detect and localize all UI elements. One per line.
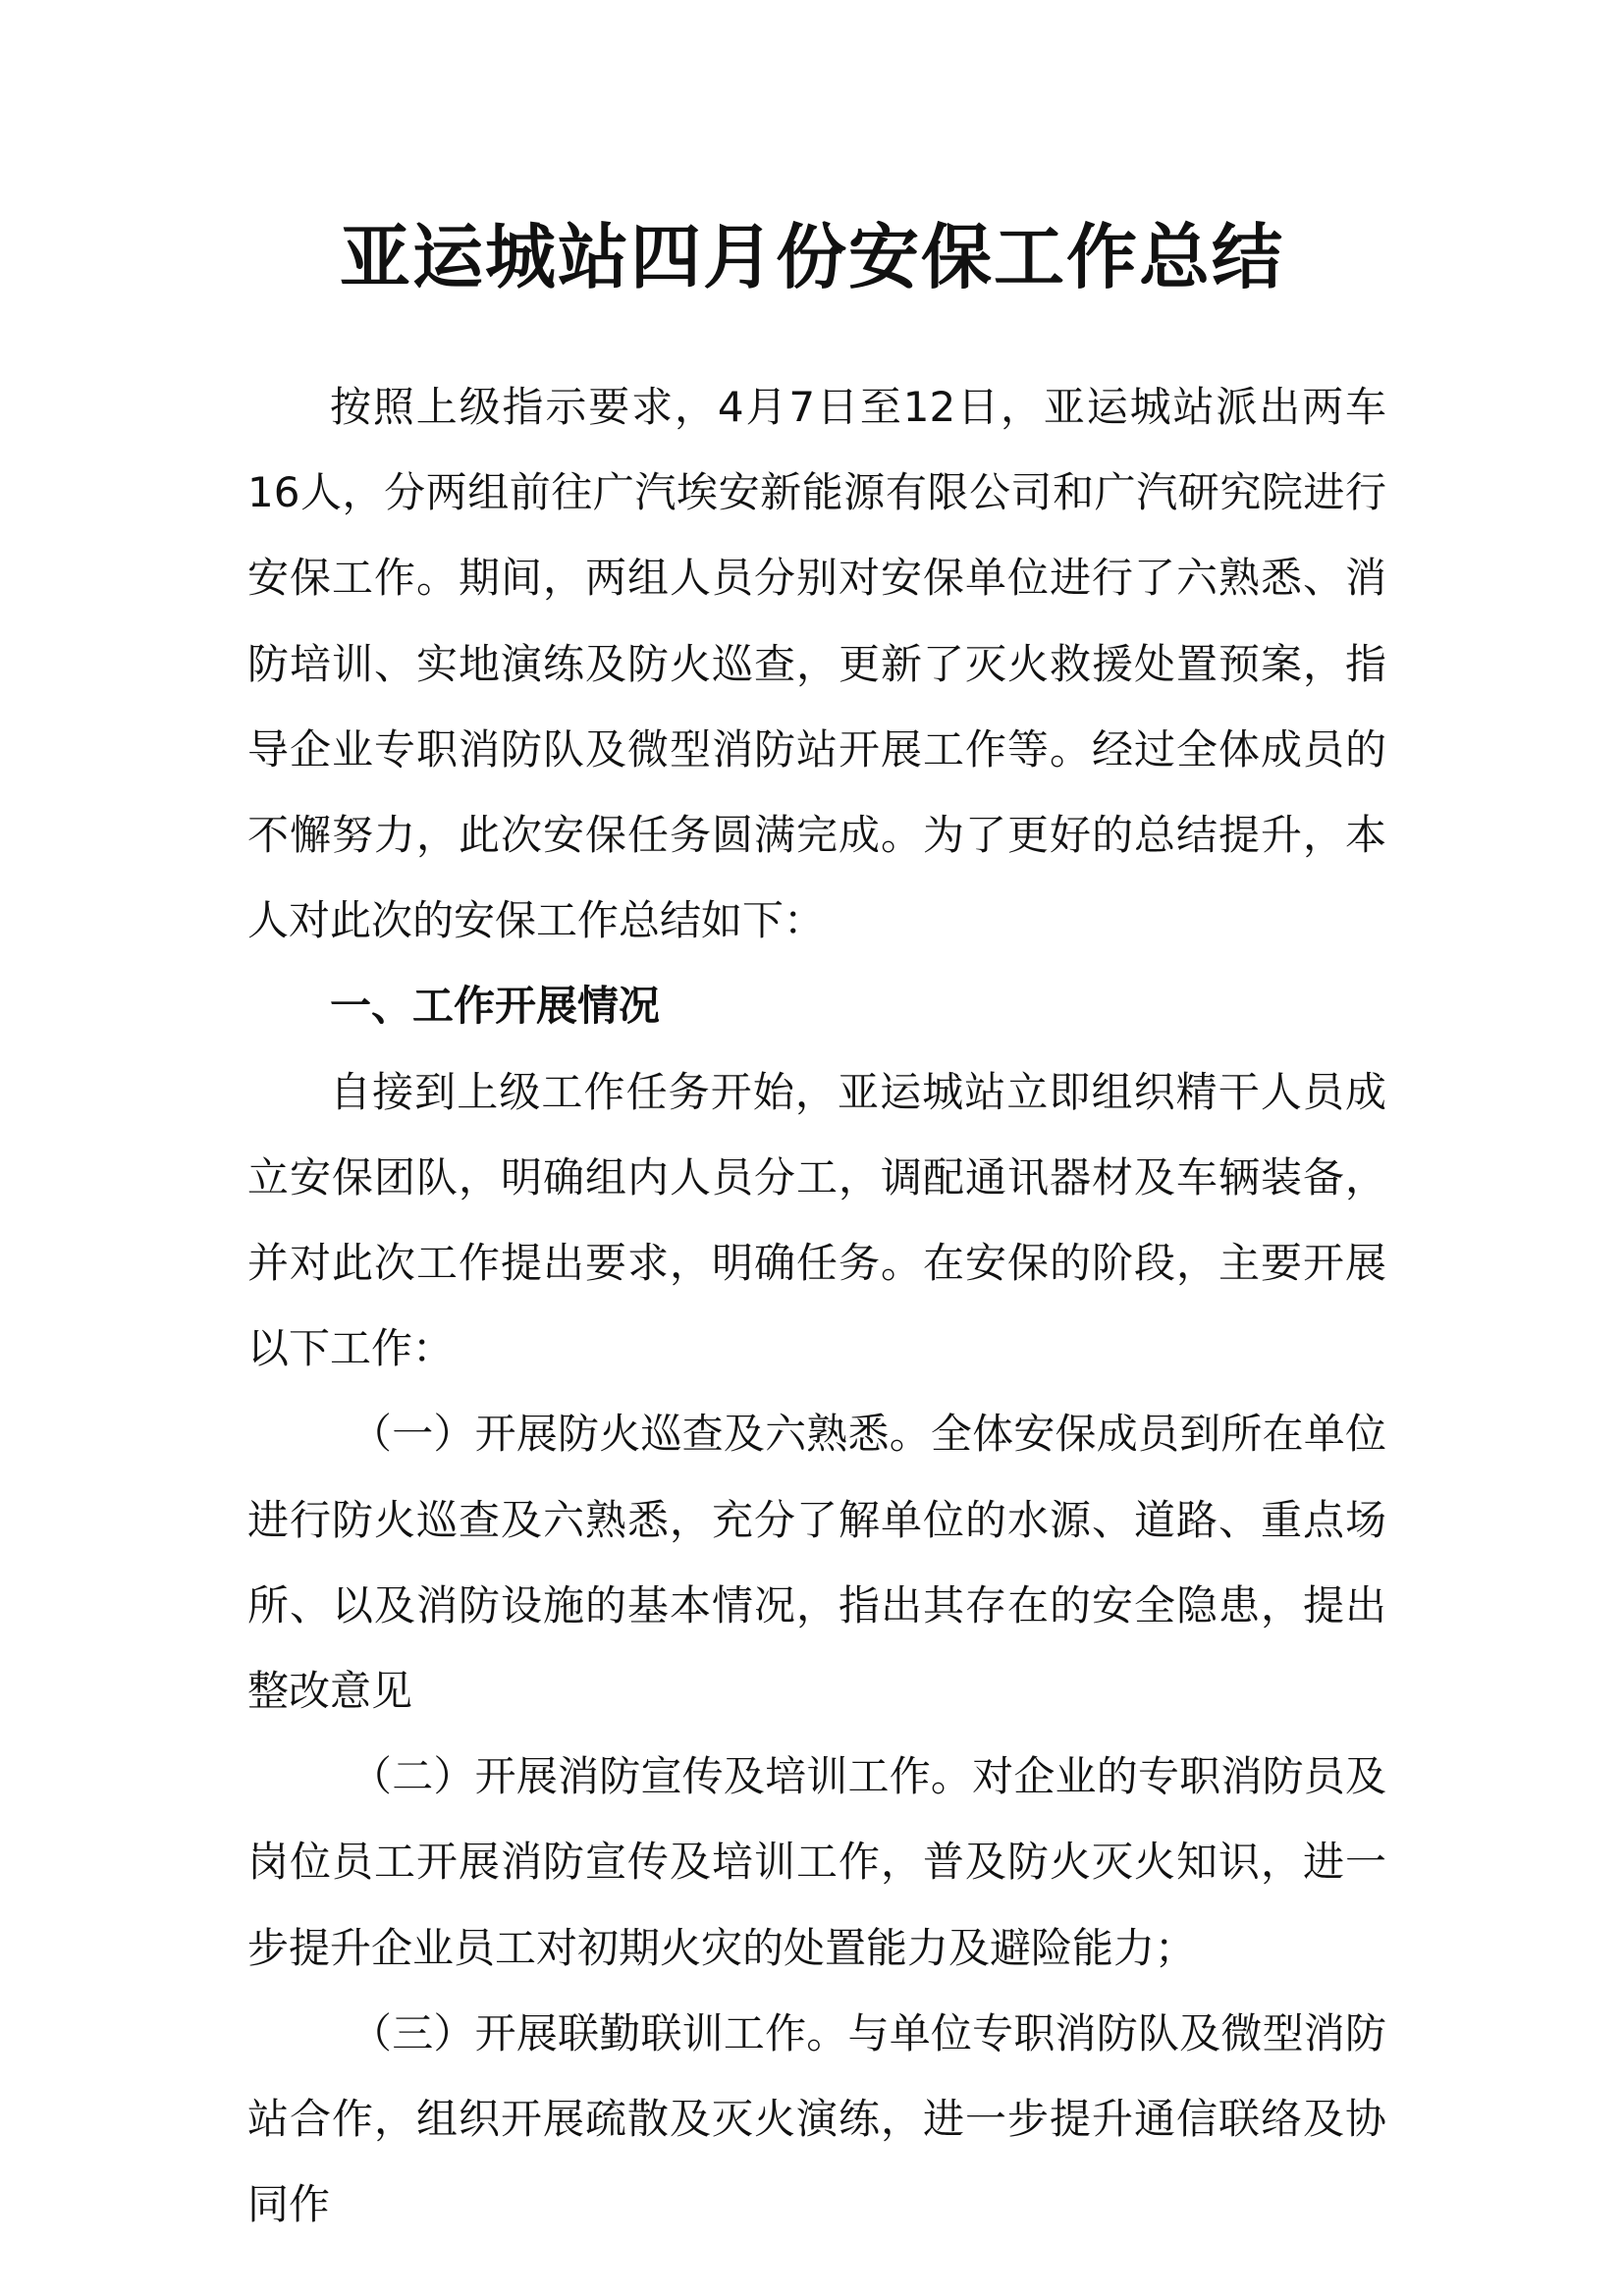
- item-3-paragraph: （三）开展联勤联训工作。与单位专职消防队及微型消防站合作，组织开展疏散及灭火演练，进一步提升通信联络及协同作: [247, 2008, 1386, 2229]
- section-heading: 一、工作开展情况: [330, 982, 661, 1031]
- document-body: [247, 364, 1386, 2247]
- item-2-paragraph: （二）开展消防宣传及培训工作。对企业的专职消防员及岗位员工开展消防宣传及培训工作，普及防火灭火知识，进一步提升企业员工对初期火灾的处置能力及避险能力；: [247, 1752, 1386, 1972]
- section-intro-paragraph: 自接到上级工作任务开始，亚运城站立即组织精干人员成立安保团队，明确组内人员分工，调配通讯器材及车辆装备，并对此次工作提出要求，明确任务。在安保的阶段，主要开展以下工作：: [247, 1067, 1386, 1373]
- item-1-paragraph: （一）开展防火巡查及六熟悉。全体安保成员到所在单位进行防火巡查及六熟悉，充分了解单位的水源、道路、重点场所、以及消防设施的基本情况，指出其存在的安全隐患，提出整改意见: [247, 1410, 1386, 1716]
- document-title: 亚运城站四月份安保工作总结: [339, 215, 1284, 298]
- intro-paragraph: 按照上级指示要求，4月7日至12日，亚运城站派出两车16人，分两组前往广汽埃安新能源有限公司和广汽研究院进行安保工作。期间，两组人员分别对安保单位进行了六熟悉、消防培训、实地演练及防火巡查，更新了灭火救援处置预案，指导企业专职消防队及微型消防站开展工作等。经过全体成员的不懈努力，此次安保任务圆满完成。为了更好的总结提升，本人对此次的安保工作总结如下：: [247, 383, 1386, 945]
